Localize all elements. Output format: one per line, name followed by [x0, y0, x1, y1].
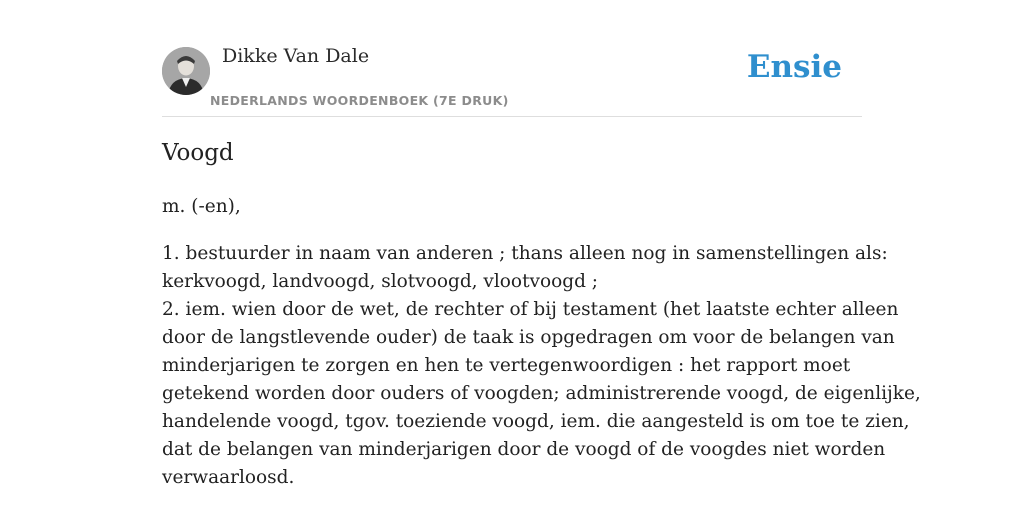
definition-line: getekend worden door ouders of voogden; administrerende voogd, de eigenlijke,: [162, 383, 921, 404]
author-avatar[interactable]: [162, 47, 210, 95]
definition-line: 2. iem. wien door de wet, de rechter of bij testament (het laatste echter alleen: [162, 299, 899, 320]
entry-title: Voogd: [162, 140, 234, 166]
portrait-icon: [162, 47, 210, 95]
definition-line: door de langstlevende ouder) de taak is opgedragen om voor de belangen van: [162, 327, 895, 348]
definition: [162, 240, 921, 492]
definition-line: dat de belangen van minderjarigen door de voogd of de voogdes niet worden: [162, 439, 886, 460]
definition-line: 1. bestuurder in naam van anderen ; thans alleen nog in samenstellingen als:: [162, 243, 888, 264]
definition-line: verwaarloosd.: [162, 467, 295, 488]
entry-header: [162, 0, 862, 117]
brand-logo[interactable]: Ensie: [746, 49, 842, 85]
entry-card: [162, 0, 921, 512]
source-label[interactable]: NEDERLANDS WOORDENBOEK (7E DRUK): [210, 93, 509, 108]
definition-line: handelende voogd, tgov. toeziende voogd, iem. die aangesteld is om toe te zien,: [162, 411, 910, 432]
grammar-info: m. (-en),: [162, 196, 241, 217]
author-name[interactable]: Dikke Van Dale: [222, 45, 370, 67]
definition-line: kerkvoogd, landvoogd, slotvoogd, vlootvoogd ;: [162, 271, 599, 292]
definition-line: minderjarigen te zorgen en hen te vertegenwoordigen : het rapport moet: [162, 355, 851, 376]
